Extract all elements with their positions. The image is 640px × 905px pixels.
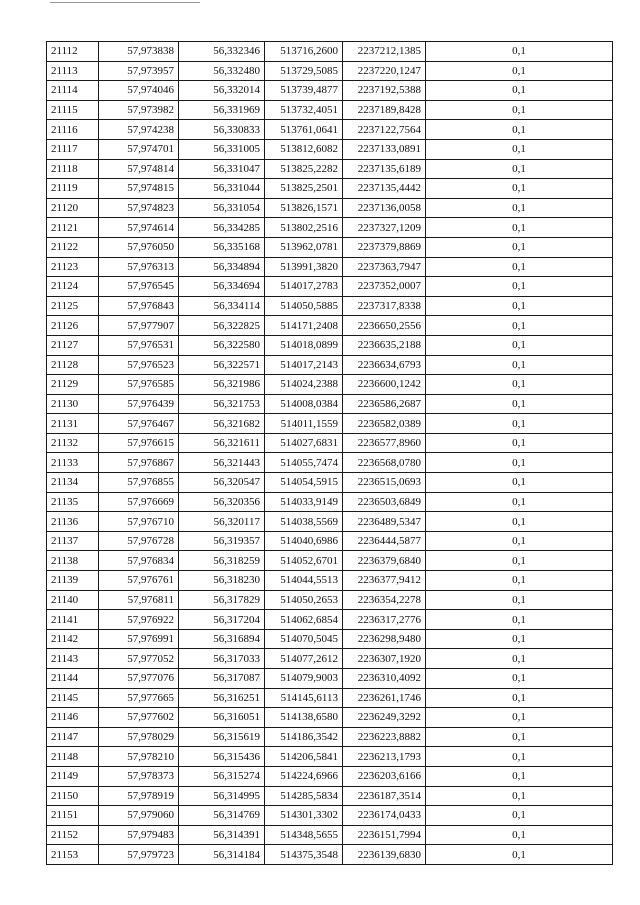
latitude-cell: 57,978919 xyxy=(99,786,179,806)
y-coordinate-cell: 2237135,6189 xyxy=(343,159,426,179)
accuracy-cell: 0,1 xyxy=(426,237,613,257)
latitude-cell: 57,976922 xyxy=(99,610,179,630)
longitude-cell: 56,321986 xyxy=(179,375,265,395)
longitude-cell: 56,315274 xyxy=(179,766,265,786)
latitude-cell: 57,974046 xyxy=(99,81,179,101)
x-coordinate-cell: 514375,3548 xyxy=(265,845,343,865)
longitude-cell: 56,332014 xyxy=(179,81,265,101)
point-number-cell: 21138 xyxy=(47,551,99,571)
longitude-cell: 56,314391 xyxy=(179,825,265,845)
table-row xyxy=(47,218,613,238)
table-row xyxy=(47,845,613,865)
y-coordinate-cell: 2236634,6793 xyxy=(343,355,426,375)
longitude-cell: 56,322580 xyxy=(179,335,265,355)
x-coordinate-cell: 514145,6113 xyxy=(265,688,343,708)
longitude-cell: 56,332480 xyxy=(179,61,265,81)
x-coordinate-cell: 513761,0641 xyxy=(265,120,343,140)
point-number-cell: 21139 xyxy=(47,571,99,591)
table-row xyxy=(47,42,613,62)
x-coordinate-cell: 514186,3542 xyxy=(265,727,343,747)
x-coordinate-cell: 514055,7474 xyxy=(265,453,343,473)
point-number-cell: 21137 xyxy=(47,531,99,551)
table-row xyxy=(47,825,613,845)
latitude-cell: 57,979723 xyxy=(99,845,179,865)
latitude-cell: 57,973838 xyxy=(99,42,179,62)
x-coordinate-cell: 514050,5885 xyxy=(265,296,343,316)
point-number-cell: 21143 xyxy=(47,649,99,669)
point-number-cell: 21129 xyxy=(47,375,99,395)
latitude-cell: 57,976761 xyxy=(99,571,179,591)
longitude-cell: 56,335168 xyxy=(179,237,265,257)
longitude-cell: 56,317829 xyxy=(179,590,265,610)
latitude-cell: 57,978029 xyxy=(99,727,179,747)
table-row xyxy=(47,688,613,708)
accuracy-cell: 0,1 xyxy=(426,708,613,728)
point-number-cell: 21116 xyxy=(47,120,99,140)
x-coordinate-cell: 514224,6966 xyxy=(265,766,343,786)
accuracy-cell: 0,1 xyxy=(426,375,613,395)
point-number-cell: 21135 xyxy=(47,492,99,512)
table-row xyxy=(47,414,613,434)
accuracy-cell: 0,1 xyxy=(426,81,613,101)
longitude-cell: 56,314995 xyxy=(179,786,265,806)
x-coordinate-cell: 514206,5841 xyxy=(265,747,343,767)
latitude-cell: 57,977052 xyxy=(99,649,179,669)
table-row xyxy=(47,433,613,453)
x-coordinate-cell: 514044,5513 xyxy=(265,571,343,591)
table-row xyxy=(47,296,613,316)
accuracy-cell: 0,1 xyxy=(426,747,613,767)
point-number-cell: 21126 xyxy=(47,316,99,336)
y-coordinate-cell: 2236586,2687 xyxy=(343,394,426,414)
longitude-cell: 56,316051 xyxy=(179,708,265,728)
y-coordinate-cell: 2236307,1920 xyxy=(343,649,426,669)
y-coordinate-cell: 2236317,2776 xyxy=(343,610,426,630)
longitude-cell: 56,315436 xyxy=(179,747,265,767)
accuracy-cell: 0,1 xyxy=(426,218,613,238)
longitude-cell: 56,315619 xyxy=(179,727,265,747)
point-number-cell: 21130 xyxy=(47,394,99,414)
accuracy-cell: 0,1 xyxy=(426,669,613,689)
x-coordinate-cell: 513732,4051 xyxy=(265,100,343,120)
latitude-cell: 57,976811 xyxy=(99,590,179,610)
top-rule xyxy=(50,2,200,3)
accuracy-cell: 0,1 xyxy=(426,786,613,806)
point-number-cell: 21119 xyxy=(47,179,99,199)
x-coordinate-cell: 513802,2516 xyxy=(265,218,343,238)
table-row xyxy=(47,512,613,532)
table-row xyxy=(47,355,613,375)
x-coordinate-cell: 514008,0384 xyxy=(265,394,343,414)
longitude-cell: 56,316894 xyxy=(179,629,265,649)
point-number-cell: 21122 xyxy=(47,237,99,257)
table-row xyxy=(47,727,613,747)
point-number-cell: 21117 xyxy=(47,139,99,159)
point-number-cell: 21148 xyxy=(47,747,99,767)
y-coordinate-cell: 2236577,8960 xyxy=(343,433,426,453)
y-coordinate-cell: 2236249,3292 xyxy=(343,708,426,728)
point-number-cell: 21147 xyxy=(47,727,99,747)
longitude-cell: 56,321443 xyxy=(179,453,265,473)
accuracy-cell: 0,1 xyxy=(426,610,613,630)
accuracy-cell: 0,1 xyxy=(426,61,613,81)
y-coordinate-cell: 2236223,8882 xyxy=(343,727,426,747)
y-coordinate-cell: 2237192,5388 xyxy=(343,81,426,101)
longitude-cell: 56,314184 xyxy=(179,845,265,865)
y-coordinate-cell: 2236139,6830 xyxy=(343,845,426,865)
x-coordinate-cell: 514285,5834 xyxy=(265,786,343,806)
latitude-cell: 57,979060 xyxy=(99,806,179,826)
accuracy-cell: 0,1 xyxy=(426,492,613,512)
coordinates-table-body xyxy=(47,42,613,865)
latitude-cell: 57,977076 xyxy=(99,669,179,689)
accuracy-cell: 0,1 xyxy=(426,139,613,159)
longitude-cell: 56,331969 xyxy=(179,100,265,120)
point-number-cell: 21141 xyxy=(47,610,99,630)
point-number-cell: 21151 xyxy=(47,806,99,826)
longitude-cell: 56,320547 xyxy=(179,473,265,493)
longitude-cell: 56,334894 xyxy=(179,257,265,277)
table-row xyxy=(47,316,613,336)
accuracy-cell: 0,1 xyxy=(426,825,613,845)
y-coordinate-cell: 2236582,0389 xyxy=(343,414,426,434)
latitude-cell: 57,976585 xyxy=(99,375,179,395)
latitude-cell: 57,976728 xyxy=(99,531,179,551)
latitude-cell: 57,976523 xyxy=(99,355,179,375)
y-coordinate-cell: 2237363,7947 xyxy=(343,257,426,277)
y-coordinate-cell: 2236650,2556 xyxy=(343,316,426,336)
accuracy-cell: 0,1 xyxy=(426,198,613,218)
y-coordinate-cell: 2236174,0433 xyxy=(343,806,426,826)
point-number-cell: 21127 xyxy=(47,335,99,355)
point-number-cell: 21134 xyxy=(47,473,99,493)
accuracy-cell: 0,1 xyxy=(426,296,613,316)
latitude-cell: 57,976843 xyxy=(99,296,179,316)
table-row xyxy=(47,786,613,806)
accuracy-cell: 0,1 xyxy=(426,453,613,473)
longitude-cell: 56,331005 xyxy=(179,139,265,159)
y-coordinate-cell: 2236310,4092 xyxy=(343,669,426,689)
point-number-cell: 21115 xyxy=(47,100,99,120)
table-row xyxy=(47,394,613,414)
latitude-cell: 57,978210 xyxy=(99,747,179,767)
latitude-cell: 57,973957 xyxy=(99,61,179,81)
longitude-cell: 56,321682 xyxy=(179,414,265,434)
table-row xyxy=(47,159,613,179)
point-number-cell: 21120 xyxy=(47,198,99,218)
table-row xyxy=(47,590,613,610)
table-row xyxy=(47,453,613,473)
x-coordinate-cell: 514070,5045 xyxy=(265,629,343,649)
point-number-cell: 21145 xyxy=(47,688,99,708)
latitude-cell: 57,974814 xyxy=(99,159,179,179)
coordinates-table xyxy=(46,41,613,865)
y-coordinate-cell: 2237212,1385 xyxy=(343,42,426,62)
accuracy-cell: 0,1 xyxy=(426,355,613,375)
x-coordinate-cell: 514138,6580 xyxy=(265,708,343,728)
accuracy-cell: 0,1 xyxy=(426,394,613,414)
latitude-cell: 57,976855 xyxy=(99,473,179,493)
x-coordinate-cell: 513825,2282 xyxy=(265,159,343,179)
longitude-cell: 56,321611 xyxy=(179,433,265,453)
longitude-cell: 56,314769 xyxy=(179,806,265,826)
x-coordinate-cell: 513962,0781 xyxy=(265,237,343,257)
point-number-cell: 21128 xyxy=(47,355,99,375)
table-row xyxy=(47,81,613,101)
latitude-cell: 57,978373 xyxy=(99,766,179,786)
table-row xyxy=(47,100,613,120)
x-coordinate-cell: 514301,3302 xyxy=(265,806,343,826)
y-coordinate-cell: 2237317,8338 xyxy=(343,296,426,316)
accuracy-cell: 0,1 xyxy=(426,571,613,591)
table-row xyxy=(47,571,613,591)
y-coordinate-cell: 2237122,7564 xyxy=(343,120,426,140)
longitude-cell: 56,334285 xyxy=(179,218,265,238)
latitude-cell: 57,976991 xyxy=(99,629,179,649)
latitude-cell: 57,974701 xyxy=(99,139,179,159)
y-coordinate-cell: 2237327,1209 xyxy=(343,218,426,238)
x-coordinate-cell: 513739,4877 xyxy=(265,81,343,101)
point-number-cell: 21113 xyxy=(47,61,99,81)
y-coordinate-cell: 2236151,7994 xyxy=(343,825,426,845)
longitude-cell: 56,320117 xyxy=(179,512,265,532)
x-coordinate-cell: 514348,5655 xyxy=(265,825,343,845)
y-coordinate-cell: 2236203,6166 xyxy=(343,766,426,786)
latitude-cell: 57,976615 xyxy=(99,433,179,453)
latitude-cell: 57,976669 xyxy=(99,492,179,512)
point-number-cell: 21131 xyxy=(47,414,99,434)
latitude-cell: 57,979483 xyxy=(99,825,179,845)
point-number-cell: 21136 xyxy=(47,512,99,532)
accuracy-cell: 0,1 xyxy=(426,257,613,277)
y-coordinate-cell: 2236377,9412 xyxy=(343,571,426,591)
latitude-cell: 57,976439 xyxy=(99,394,179,414)
y-coordinate-cell: 2237379,8869 xyxy=(343,237,426,257)
point-number-cell: 21118 xyxy=(47,159,99,179)
latitude-cell: 57,976867 xyxy=(99,453,179,473)
longitude-cell: 56,316251 xyxy=(179,688,265,708)
latitude-cell: 57,974823 xyxy=(99,198,179,218)
table-row xyxy=(47,629,613,649)
latitude-cell: 57,973982 xyxy=(99,100,179,120)
accuracy-cell: 0,1 xyxy=(426,335,613,355)
table-row xyxy=(47,198,613,218)
accuracy-cell: 0,1 xyxy=(426,316,613,336)
latitude-cell: 57,977665 xyxy=(99,688,179,708)
y-coordinate-cell: 2236444,5877 xyxy=(343,531,426,551)
x-coordinate-cell: 514052,6701 xyxy=(265,551,343,571)
longitude-cell: 56,319357 xyxy=(179,531,265,551)
latitude-cell: 57,976313 xyxy=(99,257,179,277)
latitude-cell: 57,976050 xyxy=(99,237,179,257)
x-coordinate-cell: 514040,6986 xyxy=(265,531,343,551)
longitude-cell: 56,331054 xyxy=(179,198,265,218)
longitude-cell: 56,322825 xyxy=(179,316,265,336)
table-row xyxy=(47,492,613,512)
longitude-cell: 56,318259 xyxy=(179,551,265,571)
longitude-cell: 56,317204 xyxy=(179,610,265,630)
table-row xyxy=(47,61,613,81)
longitude-cell: 56,321753 xyxy=(179,394,265,414)
longitude-cell: 56,320356 xyxy=(179,492,265,512)
x-coordinate-cell: 514079,9003 xyxy=(265,669,343,689)
table-row xyxy=(47,669,613,689)
table-row xyxy=(47,277,613,297)
point-number-cell: 21121 xyxy=(47,218,99,238)
point-number-cell: 21114 xyxy=(47,81,99,101)
table-row xyxy=(47,806,613,826)
y-coordinate-cell: 2237133,0891 xyxy=(343,139,426,159)
table-row xyxy=(47,708,613,728)
accuracy-cell: 0,1 xyxy=(426,766,613,786)
table-row xyxy=(47,473,613,493)
x-coordinate-cell: 513826,1571 xyxy=(265,198,343,218)
table-row xyxy=(47,531,613,551)
accuracy-cell: 0,1 xyxy=(426,42,613,62)
accuracy-cell: 0,1 xyxy=(426,531,613,551)
y-coordinate-cell: 2237136,0058 xyxy=(343,198,426,218)
y-coordinate-cell: 2237189,8428 xyxy=(343,100,426,120)
latitude-cell: 57,974815 xyxy=(99,179,179,199)
accuracy-cell: 0,1 xyxy=(426,629,613,649)
accuracy-cell: 0,1 xyxy=(426,159,613,179)
x-coordinate-cell: 514171,2408 xyxy=(265,316,343,336)
x-coordinate-cell: 513716,2600 xyxy=(265,42,343,62)
y-coordinate-cell: 2236261,1746 xyxy=(343,688,426,708)
latitude-cell: 57,977602 xyxy=(99,708,179,728)
longitude-cell: 56,318230 xyxy=(179,571,265,591)
accuracy-cell: 0,1 xyxy=(426,120,613,140)
y-coordinate-cell: 2236600,1242 xyxy=(343,375,426,395)
latitude-cell: 57,976531 xyxy=(99,335,179,355)
accuracy-cell: 0,1 xyxy=(426,433,613,453)
table-row xyxy=(47,139,613,159)
accuracy-cell: 0,1 xyxy=(426,845,613,865)
y-coordinate-cell: 2236187,3514 xyxy=(343,786,426,806)
x-coordinate-cell: 514017,2143 xyxy=(265,355,343,375)
point-number-cell: 21152 xyxy=(47,825,99,845)
accuracy-cell: 0,1 xyxy=(426,806,613,826)
table-row xyxy=(47,551,613,571)
accuracy-cell: 0,1 xyxy=(426,727,613,747)
longitude-cell: 56,330833 xyxy=(179,120,265,140)
longitude-cell: 56,317087 xyxy=(179,669,265,689)
latitude-cell: 57,976834 xyxy=(99,551,179,571)
longitude-cell: 56,331047 xyxy=(179,159,265,179)
y-coordinate-cell: 2236515,0693 xyxy=(343,473,426,493)
point-number-cell: 21144 xyxy=(47,669,99,689)
x-coordinate-cell: 514038,5569 xyxy=(265,512,343,532)
accuracy-cell: 0,1 xyxy=(426,590,613,610)
accuracy-cell: 0,1 xyxy=(426,512,613,532)
x-coordinate-cell: 513825,2501 xyxy=(265,179,343,199)
point-number-cell: 21125 xyxy=(47,296,99,316)
latitude-cell: 57,974238 xyxy=(99,120,179,140)
y-coordinate-cell: 2236379,6840 xyxy=(343,551,426,571)
table-row xyxy=(47,120,613,140)
point-number-cell: 21124 xyxy=(47,277,99,297)
accuracy-cell: 0,1 xyxy=(426,688,613,708)
x-coordinate-cell: 513812,6082 xyxy=(265,139,343,159)
y-coordinate-cell: 2236298,9480 xyxy=(343,629,426,649)
accuracy-cell: 0,1 xyxy=(426,277,613,297)
table-row xyxy=(47,766,613,786)
point-number-cell: 21146 xyxy=(47,708,99,728)
table-row xyxy=(47,257,613,277)
x-coordinate-cell: 514024,2388 xyxy=(265,375,343,395)
x-coordinate-cell: 513991,3820 xyxy=(265,257,343,277)
longitude-cell: 56,332346 xyxy=(179,42,265,62)
y-coordinate-cell: 2236354,2278 xyxy=(343,590,426,610)
y-coordinate-cell: 2236489,5347 xyxy=(343,512,426,532)
x-coordinate-cell: 514027,6831 xyxy=(265,433,343,453)
x-coordinate-cell: 514077,2612 xyxy=(265,649,343,669)
accuracy-cell: 0,1 xyxy=(426,473,613,493)
table-row xyxy=(47,237,613,257)
longitude-cell: 56,317033 xyxy=(179,649,265,669)
table-row xyxy=(47,747,613,767)
latitude-cell: 57,976545 xyxy=(99,277,179,297)
latitude-cell: 57,977907 xyxy=(99,316,179,336)
latitude-cell: 57,976467 xyxy=(99,414,179,434)
point-number-cell: 21112 xyxy=(47,42,99,62)
point-number-cell: 21133 xyxy=(47,453,99,473)
point-number-cell: 21149 xyxy=(47,766,99,786)
latitude-cell: 57,976710 xyxy=(99,512,179,532)
x-coordinate-cell: 514018,0899 xyxy=(265,335,343,355)
y-coordinate-cell: 2236635,2188 xyxy=(343,335,426,355)
x-coordinate-cell: 514011,1559 xyxy=(265,414,343,434)
longitude-cell: 56,322571 xyxy=(179,355,265,375)
point-number-cell: 21153 xyxy=(47,845,99,865)
point-number-cell: 21140 xyxy=(47,590,99,610)
x-coordinate-cell: 514033,9149 xyxy=(265,492,343,512)
accuracy-cell: 0,1 xyxy=(426,649,613,669)
table-row xyxy=(47,179,613,199)
y-coordinate-cell: 2236568,0780 xyxy=(343,453,426,473)
accuracy-cell: 0,1 xyxy=(426,179,613,199)
x-coordinate-cell: 514017,2783 xyxy=(265,277,343,297)
y-coordinate-cell: 2237352,0007 xyxy=(343,277,426,297)
y-coordinate-cell: 2236503,6849 xyxy=(343,492,426,512)
latitude-cell: 57,974614 xyxy=(99,218,179,238)
longitude-cell: 56,334114 xyxy=(179,296,265,316)
table-row xyxy=(47,335,613,355)
accuracy-cell: 0,1 xyxy=(426,551,613,571)
longitude-cell: 56,331044 xyxy=(179,179,265,199)
y-coordinate-cell: 2237220,1247 xyxy=(343,61,426,81)
accuracy-cell: 0,1 xyxy=(426,100,613,120)
point-number-cell: 21132 xyxy=(47,433,99,453)
x-coordinate-cell: 513729,5085 xyxy=(265,61,343,81)
point-number-cell: 21123 xyxy=(47,257,99,277)
table-row xyxy=(47,375,613,395)
x-coordinate-cell: 514054,5915 xyxy=(265,473,343,493)
table-row xyxy=(47,610,613,630)
x-coordinate-cell: 514062,6854 xyxy=(265,610,343,630)
point-number-cell: 21150 xyxy=(47,786,99,806)
y-coordinate-cell: 2236213,1793 xyxy=(343,747,426,767)
accuracy-cell: 0,1 xyxy=(426,414,613,434)
longitude-cell: 56,334694 xyxy=(179,277,265,297)
table-row xyxy=(47,649,613,669)
x-coordinate-cell: 514050,2653 xyxy=(265,590,343,610)
point-number-cell: 21142 xyxy=(47,629,99,649)
y-coordinate-cell: 2237135,4442 xyxy=(343,179,426,199)
